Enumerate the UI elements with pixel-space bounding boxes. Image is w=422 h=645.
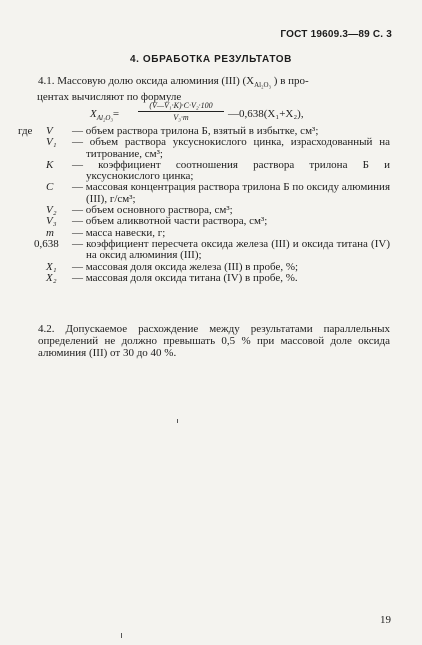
definition-text: — массовая доля оксида железа (III) в пробе, %;: [72, 260, 299, 273]
definition-text: — массовая доля оксида титана (IV) в пробе, %.: [72, 271, 298, 284]
formula-rest: —0,638(X₁+X₂),: [228, 108, 304, 120]
definition-text: — масса навески, г;: [72, 226, 166, 239]
section-title: 4. ОБРАБОТКА РЕЗУЛЬТАТОВ: [130, 54, 292, 65]
definition-symbol: X₁: [46, 260, 57, 273]
page-number: 19: [380, 614, 391, 626]
definition-symbol: C: [46, 181, 54, 194]
definition-symbol: X₂: [46, 271, 57, 284]
where-label: где: [18, 125, 33, 137]
definition-symbol: K: [46, 158, 54, 171]
definition-item: [18, 160, 390, 183]
scan-speck: [121, 633, 122, 638]
p1-subscript: Al₂O₃: [254, 81, 272, 90]
p1-line2: центах вычисляют по формуле: [37, 91, 182, 104]
paragraph-4-1: [38, 75, 390, 103]
definition-text: — объем раствора уксуснокислого цинка, израсходованный на титрование, см³;: [72, 136, 390, 160]
formula-numerator: (V—V₁·K)·C·V₂·100: [138, 101, 224, 112]
scan-speck: [177, 419, 178, 423]
definition-symbol: 0,638: [34, 237, 59, 250]
p1-line1: 4.1. Массовую долю оксида алюминия (III) (X: [38, 75, 255, 87]
paragraph-4-2: 4.2. Допускаемое расхождение между результатами параллельных определений не должно превышать 0,5 % при массовой доле оксида алюминия (III) от 30 до 40 %.: [38, 323, 390, 359]
definition-item: [18, 273, 390, 284]
definition-symbol: V₃: [46, 215, 57, 228]
formula-lhs: $X_{Al_2O_3}=$: [90, 108, 120, 123]
definition-item: [18, 137, 390, 160]
formula-denominator: V₃·m: [173, 113, 189, 122]
definition-text: — коэффициент пересчета оксида железа (III) и оксида титана (IV) на оксид алюминия (III);: [72, 237, 390, 262]
p1-line1-end: ) в про-: [273, 75, 309, 87]
definition-symbol: V₁: [46, 136, 57, 149]
definition-item: [18, 216, 390, 227]
definition-text: — массовая концентрация раствора трилона Б по оксиду алюминия (III), г/см³;: [72, 181, 390, 205]
definitions-list: [18, 126, 390, 284]
definition-text: — объем основного раствора, см³;: [72, 204, 233, 217]
definition-text: — объем аликвотной части раствора, см³;: [72, 215, 268, 228]
page-header: ГОСТ 19609.3—89 С. 3: [280, 29, 392, 40]
definition-item: [18, 182, 390, 205]
definition-symbol: V₂: [46, 204, 57, 217]
formula-fraction: [138, 101, 224, 122]
definition-symbol: V: [46, 125, 53, 137]
definition-text: — объем раствора трилона Б, взятый в избытке, см³;: [72, 125, 319, 137]
definition-text: — коэффициент соотношения раствора трилона Б и уксуснокислого цинка;: [72, 158, 390, 183]
definition-symbol: m: [46, 226, 54, 239]
definition-item: [18, 239, 390, 262]
